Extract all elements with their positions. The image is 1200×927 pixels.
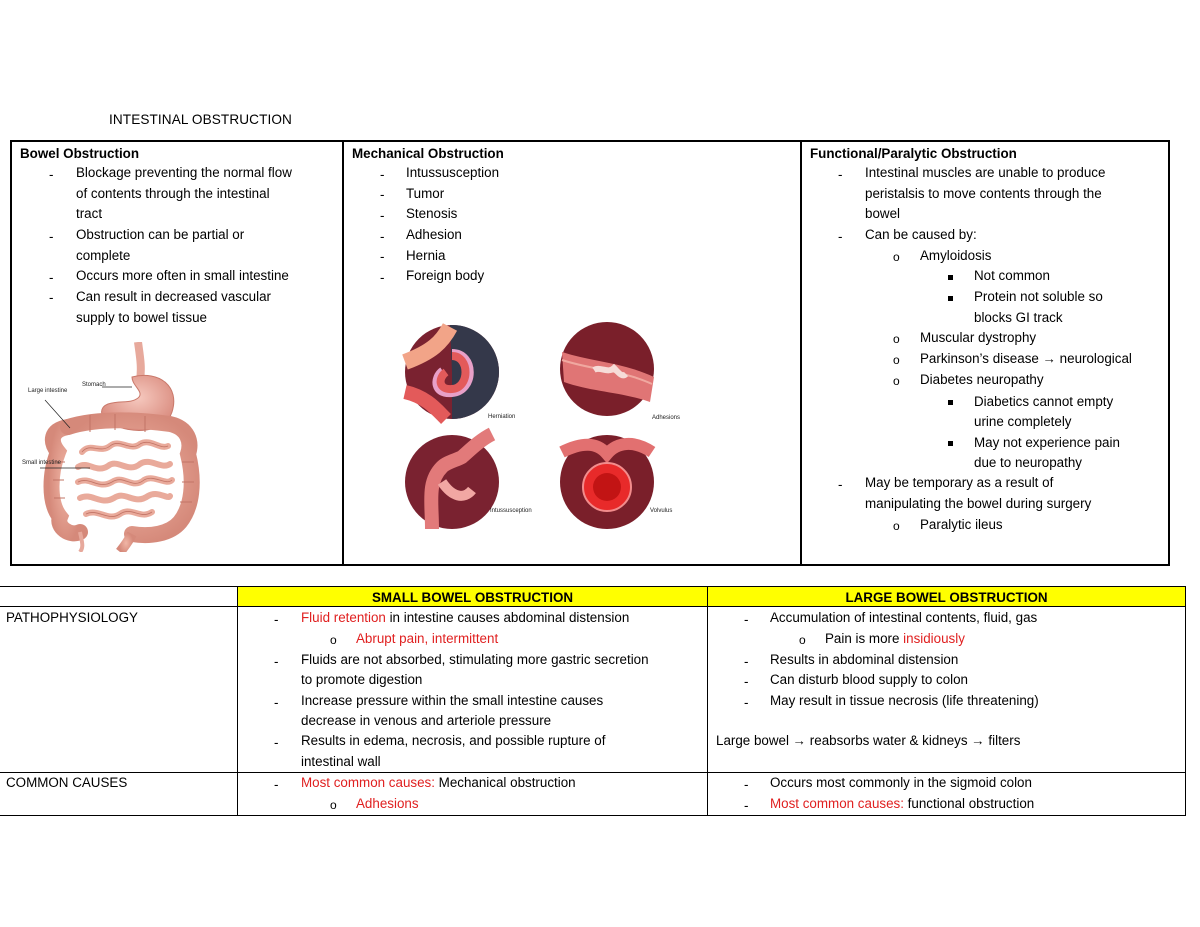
bullet-dash: - — [274, 777, 279, 792]
muscular-dystrophy: Muscular dystrophy — [920, 330, 1037, 345]
paralytic-ileus: Paralytic ileus — [920, 517, 1003, 532]
functional-item-3-line-1: May be temporary as a result of — [865, 475, 1054, 490]
amyloidosis-sub-2-line-2: blocks GI track — [974, 310, 1063, 325]
large-path-item-2: Results in abdominal distension — [770, 652, 959, 667]
mechanical-heading: Mechanical Obstruction — [352, 146, 504, 161]
bullet-dash: - — [380, 270, 385, 285]
mechanical-item-4: Adhesion — [406, 227, 462, 242]
circle-bullet: o — [893, 250, 900, 264]
herniation-figure — [405, 325, 499, 419]
obstruction-types-illustration — [402, 322, 732, 532]
table-rule — [707, 586, 708, 816]
bowel-item-4-line-1: Can result in decreased vascular — [76, 289, 272, 304]
circle-bullet: o — [893, 353, 900, 367]
bullet-dash: - — [274, 735, 279, 750]
adhesions-figure — [560, 322, 654, 416]
circle-bullet: o — [799, 633, 806, 647]
diabetes-neuropathy: Diabetes neuropathy — [920, 372, 1044, 387]
small-path-item-1-sub: Abrupt pain, intermittent — [356, 631, 499, 646]
large-causes-item-1: Occurs most commonly in the sigmoid colon — [770, 775, 1032, 790]
bullet-dash: - — [744, 777, 749, 792]
large-path-note: Large bowel → reabsorbs water & kidneys → filters — [716, 733, 1021, 748]
bowel-item-2-line-2: complete — [76, 248, 131, 263]
table-rule — [1185, 586, 1186, 816]
small-causes-sub: Adhesions — [356, 796, 419, 811]
square-bullet — [948, 441, 953, 446]
diabetes-sub-1-line-2: urine completely — [974, 414, 1072, 429]
pathophysiology-label: PATHOPHYSIOLOGY — [6, 610, 138, 625]
bullet-dash: - — [49, 270, 54, 285]
table-rule — [237, 586, 238, 816]
small-path-item-3-line-1: Increase pressure within the small intestine causes — [301, 693, 604, 708]
bullet-dash: - — [49, 167, 54, 182]
page-title: INTESTINAL OBSTRUCTION — [109, 112, 292, 127]
overview-table — [10, 140, 1170, 566]
functional-item-3-line-2: manipulating the bowel during surgery — [865, 496, 1092, 511]
bowel-item-4-line-2: supply to bowel tissue — [76, 310, 208, 325]
stomach-label: Stomach — [82, 382, 106, 388]
small-path-item-3-line-2: decrease in venous and arteriole pressure — [301, 713, 552, 728]
common-causes-label: COMMON CAUSES — [6, 775, 128, 790]
bullet-dash: - — [744, 798, 749, 813]
bullet-dash: - — [744, 674, 749, 689]
bowel-obstruction-cell — [12, 142, 344, 564]
large-causes-item-2: Most common causes: functional obstruction — [770, 796, 1035, 811]
amyloidosis-sub-2-line-1: Protein not soluble so — [974, 289, 1103, 304]
bullet-dash: - — [380, 187, 385, 202]
small-path-item-2-line-1: Fluids are not absorbed, stimulating more gastric secretion — [301, 652, 649, 667]
small-intestine-label: Small intestine — [22, 460, 62, 466]
large-path-item-1-sub: Pain is more insidiously — [825, 631, 965, 646]
mechanical-item-3: Stenosis — [406, 206, 458, 221]
table-rule — [0, 606, 1186, 607]
functional-item-1-line-1: Intestinal muscles are unable to produce — [865, 165, 1106, 180]
small-bowel-header: SMALL BOWEL OBSTRUCTION — [238, 587, 707, 606]
small-path-item-1: Fluid retention in intestine causes abdominal distension — [301, 610, 630, 625]
herniation-label: Herniation — [488, 414, 516, 420]
square-bullet — [948, 296, 953, 301]
volvulus-label: Volvulus — [650, 508, 673, 514]
mechanical-item-5: Hernia — [406, 248, 446, 263]
circle-bullet: o — [330, 798, 337, 812]
functional-item-1-line-3: bowel — [865, 206, 900, 221]
bullet-dash: - — [49, 229, 54, 244]
bowel-item-1-line-1: Blockage preventing the normal flow — [76, 165, 292, 180]
amyloidosis-sub-1: Not common — [974, 268, 1050, 283]
amyloidosis: Amyloidosis — [920, 248, 992, 263]
large-bowel-header: LARGE BOWEL OBSTRUCTION — [708, 587, 1185, 606]
bullet-dash: - — [744, 695, 749, 710]
diabetes-sub-2-line-1: May not experience pain — [974, 435, 1120, 450]
small-path-item-4-line-2: intestinal wall — [301, 754, 381, 769]
circle-bullet: o — [893, 374, 900, 388]
functional-item-2: Can be caused by: — [865, 227, 977, 242]
mechanical-obstruction-cell — [344, 142, 802, 564]
square-bullet — [948, 400, 953, 405]
bullet-dash: - — [744, 654, 749, 669]
square-bullet — [948, 275, 953, 280]
bowel-item-1-line-2: of contents through the intestinal — [76, 186, 270, 201]
comparison-table — [0, 586, 1186, 816]
bullet-dash: - — [274, 654, 279, 669]
circle-bullet: o — [330, 633, 337, 647]
bowel-item-1-line-3: tract — [76, 206, 103, 221]
small-causes-item: Most common causes: Mechanical obstruction — [301, 775, 576, 790]
bullet-dash: - — [744, 612, 749, 627]
large-path-item-4: May result in tissue necrosis (life threatening) — [770, 693, 1039, 708]
bullet-dash: - — [838, 167, 843, 182]
bullet-dash: - — [838, 229, 843, 244]
diabetes-sub-1-line-1: Diabetics cannot empty — [974, 394, 1114, 409]
functional-item-1-line-2: peristalsis to move contents through the — [865, 186, 1102, 201]
bowel-heading: Bowel Obstruction — [20, 146, 140, 161]
bullet-dash: - — [380, 167, 385, 182]
mechanical-item-2: Tumor — [406, 186, 445, 201]
large-intestine-label: Large intestine — [28, 388, 68, 394]
digestive-labels — [20, 342, 220, 552]
bullet-dash: - — [380, 208, 385, 223]
small-path-item-4-line-1: Results in edema, necrosis, and possible rupture of — [301, 733, 606, 748]
intussusception-label: Intussusception — [490, 508, 532, 514]
volvulus-figure — [560, 435, 654, 529]
parkinsons: Parkinson’s disease → neurological — [920, 351, 1132, 366]
bullet-dash: - — [49, 290, 54, 305]
functional-obstruction-cell — [802, 142, 1168, 564]
bowel-item-2-line-1: Obstruction can be partial or — [76, 227, 245, 242]
table-rule — [0, 815, 1186, 816]
intussusception-figure — [405, 434, 499, 529]
circle-bullet: o — [893, 332, 900, 346]
bullet-dash: - — [274, 695, 279, 710]
adhesions-label: Adhesions — [652, 415, 681, 421]
bullet-dash: - — [380, 229, 385, 244]
mechanical-item-6: Foreign body — [406, 268, 485, 283]
mechanical-item-1: Intussusception — [406, 165, 500, 180]
small-path-item-2-line-2: to promote digestion — [301, 672, 423, 687]
functional-heading: Functional/Paralytic Obstruction — [810, 146, 1017, 161]
circle-bullet: o — [893, 519, 900, 533]
bullet-dash: - — [380, 249, 385, 264]
bullet-dash: - — [274, 612, 279, 627]
diabetes-sub-2-line-2: due to neuropathy — [974, 455, 1082, 470]
bowel-item-3: Occurs more often in small intestine — [76, 268, 289, 283]
bullet-dash: - — [838, 477, 843, 492]
large-path-item-1: Accumulation of intestinal contents, fluid, gas — [770, 610, 1038, 625]
large-path-item-3: Can disturb blood supply to colon — [770, 672, 969, 687]
